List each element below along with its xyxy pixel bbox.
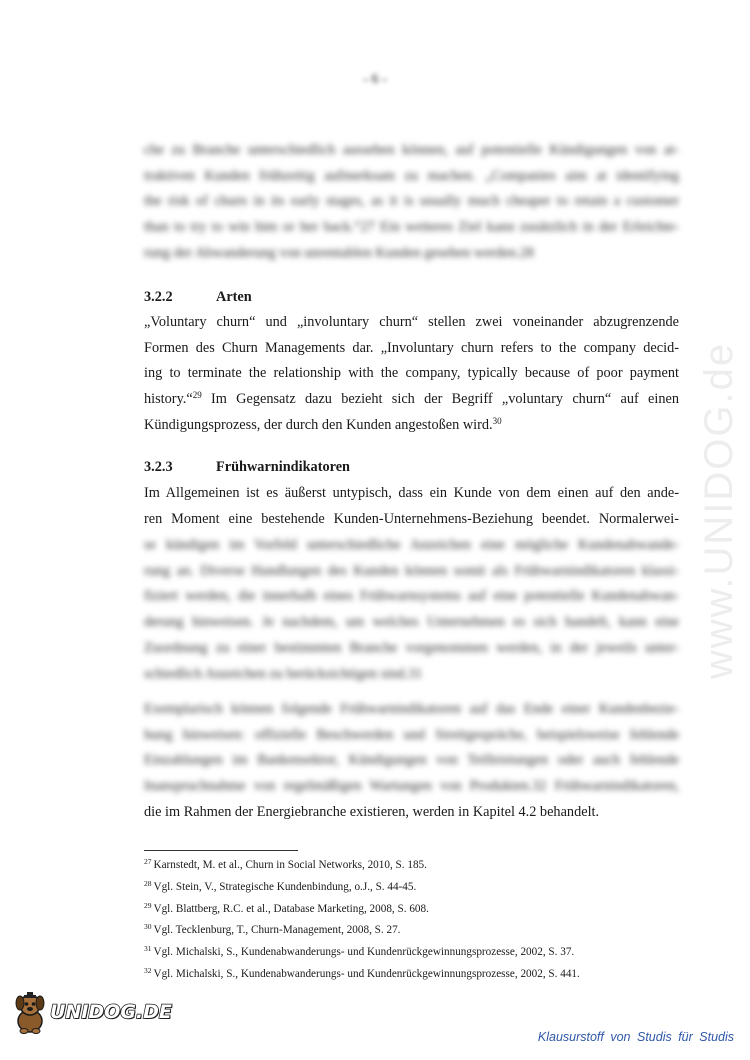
paragraph-fruehwarn-blurred: [144, 533, 679, 687]
page-number: - 6 -: [363, 72, 387, 87]
text-line: [144, 387, 679, 413]
text-line: „Voluntary churn“ und „involuntary churn“ stellen zwei voneinander abzugrenzende: [144, 314, 679, 330]
text-line: fiziert werden, die innerhalb eines Frühwarnsystems auf eine potentielle Kundenabwan-: [144, 588, 679, 605]
footnote-text: Vgl. Michalski, S., Kundenabwanderungs- und Kundenrückgewinnungsprozesse, 2002, S. 441.: [153, 967, 580, 980]
footnote: [144, 964, 684, 986]
footnote: [144, 899, 684, 921]
text-line: derung hinweisen. Je nachdem, um welches Unternehmen es sich handelt, kann eine: [144, 614, 679, 631]
logo-text: UNIDOG.DE: [50, 1001, 172, 1023]
dog-mascot-icon: [12, 989, 48, 1035]
paragraph-examples-blurred: [144, 697, 679, 800]
paragraph-examples-clear: [144, 800, 679, 826]
line-text: history.“: [144, 391, 193, 408]
section-heading-fruehwarnindikatoren: [144, 459, 350, 476]
text-line: Formen des Churn Managements dar. „Involuntary churn refers to the company decid-: [144, 339, 679, 356]
unidog-logo[interactable]: [12, 988, 172, 1036]
text-line: Einzahlungen im Bankensektor, Kündigungen von Teilleistungen oder auch fehlende: [144, 752, 679, 769]
watermark: [697, 280, 742, 740]
text-line: hung hinweisen: offizielle Beschwerden und Streitgespräche, beispielsweise fehlende: [144, 726, 679, 743]
text-line: rung an. Diverse Handlungen des Kunden können somit als Frühwarnindikatoren klassi-: [144, 562, 679, 579]
footnotes: [144, 855, 684, 986]
text-line: che zu Branche unterschiedlich aussehen können, auf potentielle Kündigungen von at-: [144, 142, 679, 158]
text-line: Inanspruchnahme von regelmäßigen Wartungen von Produkten.32 Frühwarnindikatoren,: [144, 778, 679, 795]
line-text: Kündigungsprozess, der durch den Kunden angestoßen wird.: [144, 416, 493, 433]
watermark-text: www.UNIDOG.de: [697, 341, 742, 679]
footnote-text: Vgl. Blattberg, R.C. et al., Database Marketing, 2008, S. 608.: [153, 902, 429, 915]
text-line: than to try to win him or her back.“27 Ein weiteres Ziel kann zusätzlich in der Erleichte-: [144, 219, 679, 236]
text-line: traktiven Kunden frühzeitig aufmerksam zu machen. „Companies aim at identifying: [144, 167, 679, 184]
paragraph-fruehwarn-clear: [144, 481, 679, 532]
text-line: die im Rahmen der Energiebranche existieren, werden in Kapitel 4.2 behandelt.: [144, 804, 600, 820]
paragraph-intro: [144, 138, 679, 267]
footnote-ref: 30: [492, 415, 502, 426]
tagline: Klausurstoff von Studis für Studis: [537, 1030, 734, 1044]
text-line: ing to terminate the relationship with the company, typically because of poor payment: [144, 365, 679, 382]
section-number: 3.2.2: [144, 289, 173, 305]
footnote-ref: 29: [192, 390, 202, 401]
footnote-number: 28: [144, 878, 152, 888]
paragraph-arten: [144, 310, 679, 439]
footnote-text: Vgl. Michalski, S., Kundenabwanderungs- und Kundenrückgewinnungsprozesse, 2002, S. 37.: [153, 946, 575, 959]
text-line: rung der Abwanderung von unrentablen Kunden gesehen werden.28: [144, 244, 534, 261]
section-title: Arten: [216, 289, 252, 305]
footnote-text: Vgl. Stein, V., Strategische Kundenbindung, o.J., S. 44-45.: [153, 880, 417, 893]
text-line: the risk of churn in its early stages, as it is usually much cheaper to retain a customer: [144, 193, 679, 210]
text-line: ren Moment eine bestehende Kunden-Unternehmens-Beziehung beendet. Normalerwei-: [144, 510, 679, 527]
section-heading-arten: [144, 289, 252, 306]
text-line: Zuordnung zu einer bestimmten Branche vorgenommen werden, in der jeweils unter-: [144, 639, 679, 656]
footnote: [144, 942, 684, 964]
text-line: se kündigen im Vorfeld unterschiedliche Anzeichen eine mögliche Kundenabwande-: [144, 537, 679, 553]
section-number: 3.2.3: [144, 459, 173, 475]
footnote-number: 32: [144, 965, 152, 975]
footnote: [144, 920, 684, 942]
text-line: Exemplarisch können folgende Frühwarnindikatoren auf das Ende einer Kundenbezie-: [144, 701, 679, 717]
text-line: Im Allgemeinen ist es äußerst untypisch, dass ein Kunde von dem einen auf den ande-: [144, 485, 679, 501]
footnote-number: 29: [144, 900, 152, 910]
footnote: [144, 877, 684, 899]
footnote-number: 31: [144, 944, 152, 954]
text-line: schiedlich Anzeichen zu berücksichtigen sind.31: [144, 665, 423, 682]
footnote-number: 30: [144, 922, 152, 932]
footnote-text: Karnstedt, M. et al., Churn in Social Networks, 2010, S. 185.: [153, 859, 427, 871]
footnote: [144, 855, 684, 877]
line-text: Im Gegensatz dazu bezieht sich der Begriff „voluntary churn“ auf einen: [201, 391, 679, 408]
footnote-number: 27: [144, 857, 152, 866]
footnote-text: Vgl. Tecklenburg, T., Churn-Management, 2008, S. 27.: [153, 924, 401, 937]
text-line: [144, 413, 679, 439]
footnote-separator: [144, 850, 298, 851]
section-title: Frühwarnindikatoren: [216, 459, 350, 475]
